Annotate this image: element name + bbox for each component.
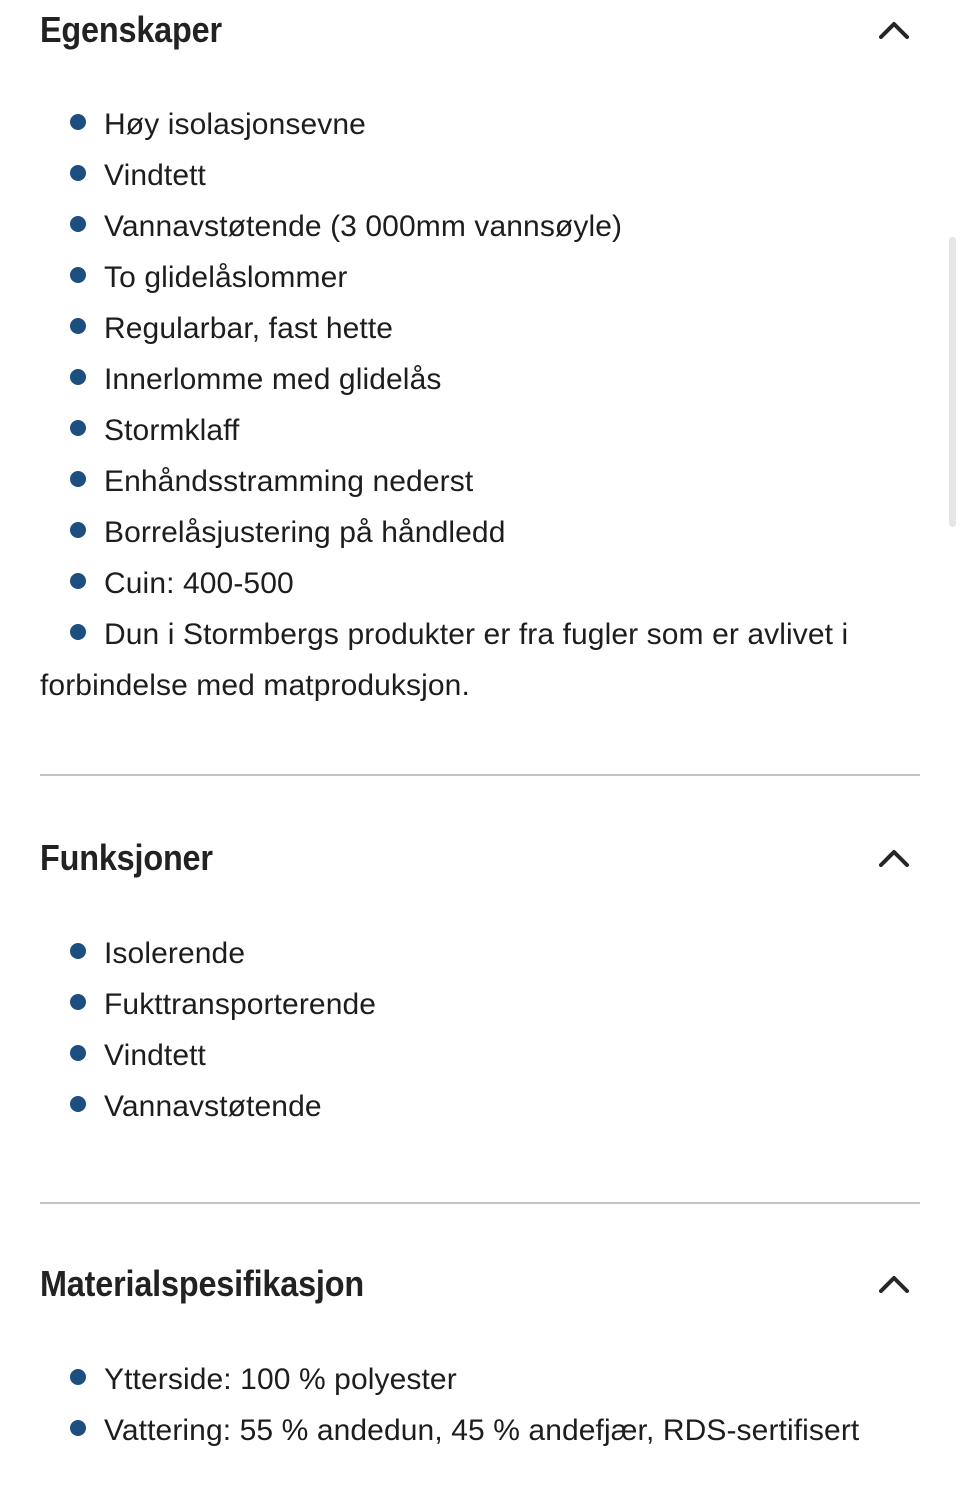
list-item-label: Ytterside: 100 % polyester xyxy=(104,1363,457,1396)
list-item xyxy=(40,928,920,979)
list-item-label: To glidelåslommer xyxy=(104,261,348,294)
section-header-materialspesifikasjon[interactable] xyxy=(40,1262,920,1306)
list-item xyxy=(40,1405,920,1456)
bullet-icon xyxy=(70,318,86,334)
bullet-icon xyxy=(70,1045,86,1061)
list-item xyxy=(40,99,920,150)
list-item-label: Fukttransporterende xyxy=(104,988,377,1021)
list-item-label: Vindtett xyxy=(104,1039,206,1072)
list-item-label: Dun i Stormbergs produkter er fra fugler som er avlivet i forbindelse med matproduksjon. xyxy=(40,618,849,702)
list-item xyxy=(40,558,920,609)
list-item xyxy=(40,201,920,252)
section-funksjoner xyxy=(40,776,920,1132)
list-item xyxy=(40,1354,920,1405)
bullet-icon xyxy=(70,522,86,538)
section-title-egenskaper: Egenskaper xyxy=(40,9,222,50)
bullet-icon xyxy=(70,1369,86,1385)
feature-list-funksjoner xyxy=(40,928,920,1132)
list-item-label: Vannavstøtende (3 000mm vannsøyle) xyxy=(104,210,623,243)
section-header-funksjoner[interactable] xyxy=(40,836,920,880)
bullet-icon xyxy=(70,943,86,959)
list-item xyxy=(40,1030,920,1081)
list-item xyxy=(40,354,920,405)
bullet-icon xyxy=(70,420,86,436)
list-item xyxy=(40,609,920,711)
list-item xyxy=(40,1081,920,1132)
list-item-label: Cuin: 400-500 xyxy=(104,567,294,600)
list-item-label: Vindtett xyxy=(104,159,206,192)
vertical-scrollbar-track[interactable] xyxy=(946,0,960,1500)
list-item xyxy=(40,252,920,303)
list-item-label: Enhåndsstramming nederst xyxy=(104,465,474,498)
chevron-up-icon[interactable] xyxy=(872,8,916,52)
section-title-materialspesifikasjon: Materialspesifikasjon xyxy=(40,1263,364,1304)
bullet-icon xyxy=(70,267,86,283)
list-item-label: Borrelåsjustering på håndledd xyxy=(104,516,506,549)
feature-list-egenskaper xyxy=(40,99,920,711)
chevron-up-icon[interactable] xyxy=(872,836,916,880)
list-item-label: Stormklaff xyxy=(104,414,240,447)
bullet-icon xyxy=(70,994,86,1010)
list-item-label: Vattering: 55 % andedun, 45 % andefjær, RDS-sertifisert xyxy=(104,1414,860,1447)
list-item xyxy=(40,456,920,507)
bullet-icon xyxy=(70,1096,86,1112)
list-item-label: Isolerende xyxy=(104,937,246,970)
list-item xyxy=(40,979,920,1030)
list-item xyxy=(40,507,920,558)
list-item xyxy=(40,303,920,354)
bullet-icon xyxy=(70,165,86,181)
bullet-icon xyxy=(70,369,86,385)
bullet-icon xyxy=(70,1420,86,1436)
list-item xyxy=(40,150,920,201)
bullet-icon xyxy=(70,114,86,130)
section-header-egenskaper[interactable] xyxy=(40,8,920,52)
section-title-funksjoner: Funksjoner xyxy=(40,837,213,878)
list-item-label: Innerlomme med glidelås xyxy=(104,363,442,396)
chevron-up-icon[interactable] xyxy=(872,1262,916,1306)
list-item-label: Høy isolasjonsevne xyxy=(104,108,366,141)
bullet-icon xyxy=(70,573,86,589)
bullet-icon xyxy=(70,471,86,487)
vertical-scrollbar-thumb[interactable] xyxy=(949,237,956,527)
bullet-icon xyxy=(70,624,86,640)
section-egenskaper xyxy=(40,0,920,711)
list-item xyxy=(40,405,920,456)
list-item-label: Regularbar, fast hette xyxy=(104,312,394,345)
bullet-icon xyxy=(70,216,86,232)
list-item-label: Vannavstøtende xyxy=(104,1090,322,1123)
section-materialspesifikasjon xyxy=(40,1204,920,1456)
feature-list-materialspesifikasjon xyxy=(40,1354,920,1456)
